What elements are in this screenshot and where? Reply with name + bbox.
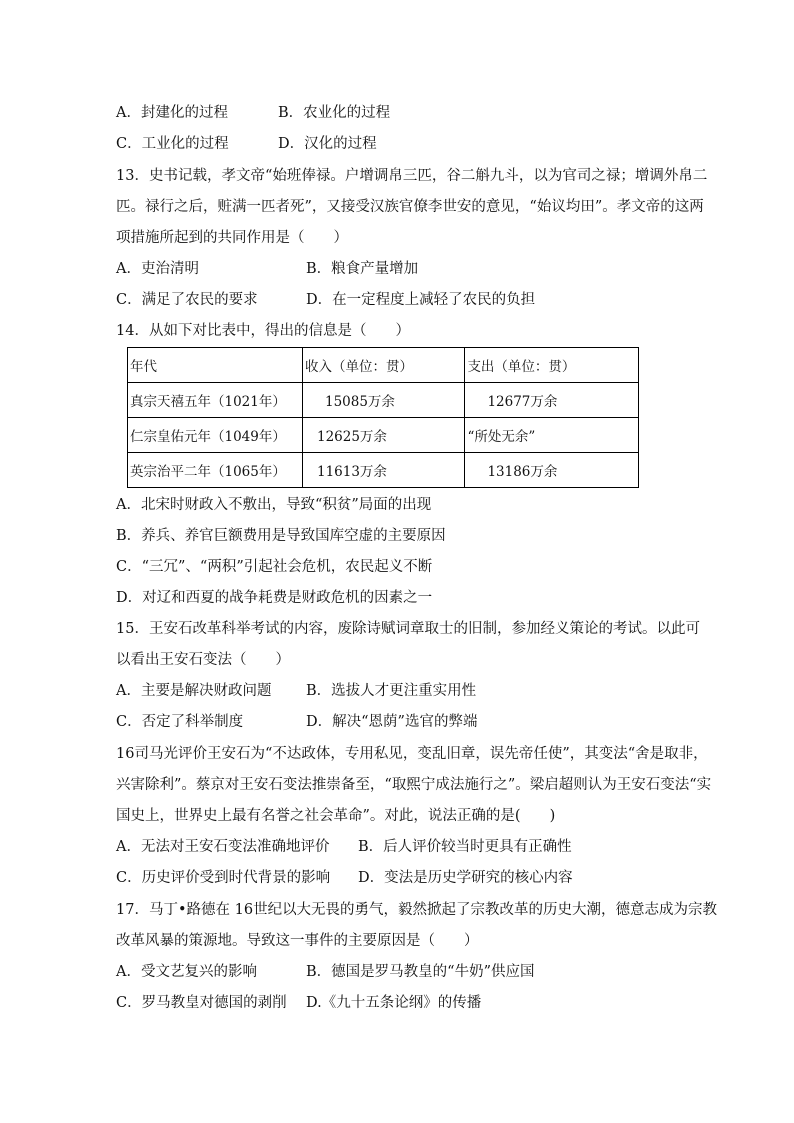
q16-option-b: B．后人评价较当时更具有正确性 [358,839,572,855]
table-row [128,453,639,488]
q16-stem-line-3: 国史上，世界史上最有名誉之社会革命”。对此，说法正确的是( ) [116,808,556,824]
table-cell: 12677万余 [465,383,639,418]
q12-option-d: D．汉化的过程 [278,136,377,152]
q15-stem-line-2: 以看出王安石变法（ ） [116,652,290,668]
q13-option-a: A．吏治清明 [116,261,199,277]
table-cell: 仁宗皇佑元年（1049年） [128,418,303,453]
q17-option-a: A．受文艺复兴的影响 [116,964,257,980]
q16-stem-line-2: 兴害除利”。蔡京对王安石变法推崇备至，“取熙宁成法施行之”。梁启超则认为王安石变法“实 [116,777,712,793]
q16-stem-line-1: 16司马光评价王安石为“不达政体，专用私见，变乱旧章，误先帝任使”，其变法“舍是取非， [116,746,708,762]
q14-option-c: C．“三冗”、“两积”引起社会危机，农民起义不断 [116,559,433,575]
q14-option-a: A．北宋时财政入不敷出，导致“积贫”局面的出现 [116,497,432,513]
q12-option-c: C．工业化的过程 [116,136,229,152]
q12-option-b: B．农业化的过程 [278,105,391,121]
table-row [128,418,639,453]
table-row [128,383,639,418]
q15-option-d: D．解决“恩荫”选官的弊端 [306,714,478,730]
q16-option-c: C．历史评价受到时代背景的影响 [116,870,331,886]
q15-option-b: B．选拔人才更注重实用性 [306,683,477,699]
q13-stem-line-2: 匹。禄行之后，赃满一匹者死”，又接受汉族官僚李世安的意见，“始议均田”。孝文帝的这两 [116,199,704,215]
q16-option-d: D．变法是历史学研究的核心内容 [358,870,573,886]
table-cell: 15085万余 [302,383,464,418]
table-cell: “所处无余” [465,418,639,453]
q17-option-d: D.《九十五条论纲》的传播 [306,995,482,1011]
q13-option-c: C．满足了农民的要求 [116,292,258,308]
table-header-row [128,348,639,383]
table-cell: 11613万余 [302,453,464,488]
table-cell: 英宗治平二年（1065年） [128,453,303,488]
q13-stem-line-3: 项措施所起到的共同作用是（ ） [116,230,348,246]
q13-option-d: D．在一定程度上减轻了农民的负担 [306,292,536,308]
table-cell: 真宗天禧五年（1021年） [128,383,303,418]
q17-stem-line-2: 改革风暴的策源地。导致这一事件的主要原因是（ ） [116,933,479,949]
q16-option-a: A．无法对王安石变法准确地评价 [116,839,330,855]
table-cell: 12625万余 [302,418,464,453]
table-cell: 13186万余 [465,453,639,488]
q17-stem-line-1: 17．马丁•路德在 16世纪以大无畏的勇气，毅然掀起了宗教改革的历史大潮，德意志成为宗教 [116,902,718,918]
q14-option-b: B．养兵、养官巨额费用是导致国库空虚的主要原因 [116,528,446,544]
q13-option-b: B．粮食产量增加 [306,261,419,277]
q17-option-c: C．罗马教皇对德国的剥削 [116,995,287,1011]
q15-option-a: A．主要是解决财政问题 [116,683,272,699]
q15-stem-line-1: 15．王安石改革科举考试的内容，废除诗赋词章取士的旧制，参加经义策论的考试。以此可 [116,621,700,637]
table-header-cell: 支出（单位：贯） [465,348,639,383]
q14-stem: 14．从如下对比表中，得出的信息是（ ） [116,323,410,339]
table-header-cell: 收入（单位：贯） [302,348,464,383]
table-header-cell: 年代 [128,348,303,383]
q17-option-b: B．德国是罗马教皇的“牛奶”供应国 [306,964,535,980]
revenue-expenditure-table [127,347,639,488]
q12-option-a: A．封建化的过程 [116,105,228,121]
q14-option-d: D．对辽和西夏的战争耗费是财政危机的因素之一 [116,590,433,606]
q15-option-c: C．否定了科举制度 [116,714,244,730]
q13-stem-line-1: 13．史书记载，孝文帝“始班俸禄。户增调帛三匹，谷二斛九斗，以为官司之禄；增调外帛二 [116,168,708,184]
